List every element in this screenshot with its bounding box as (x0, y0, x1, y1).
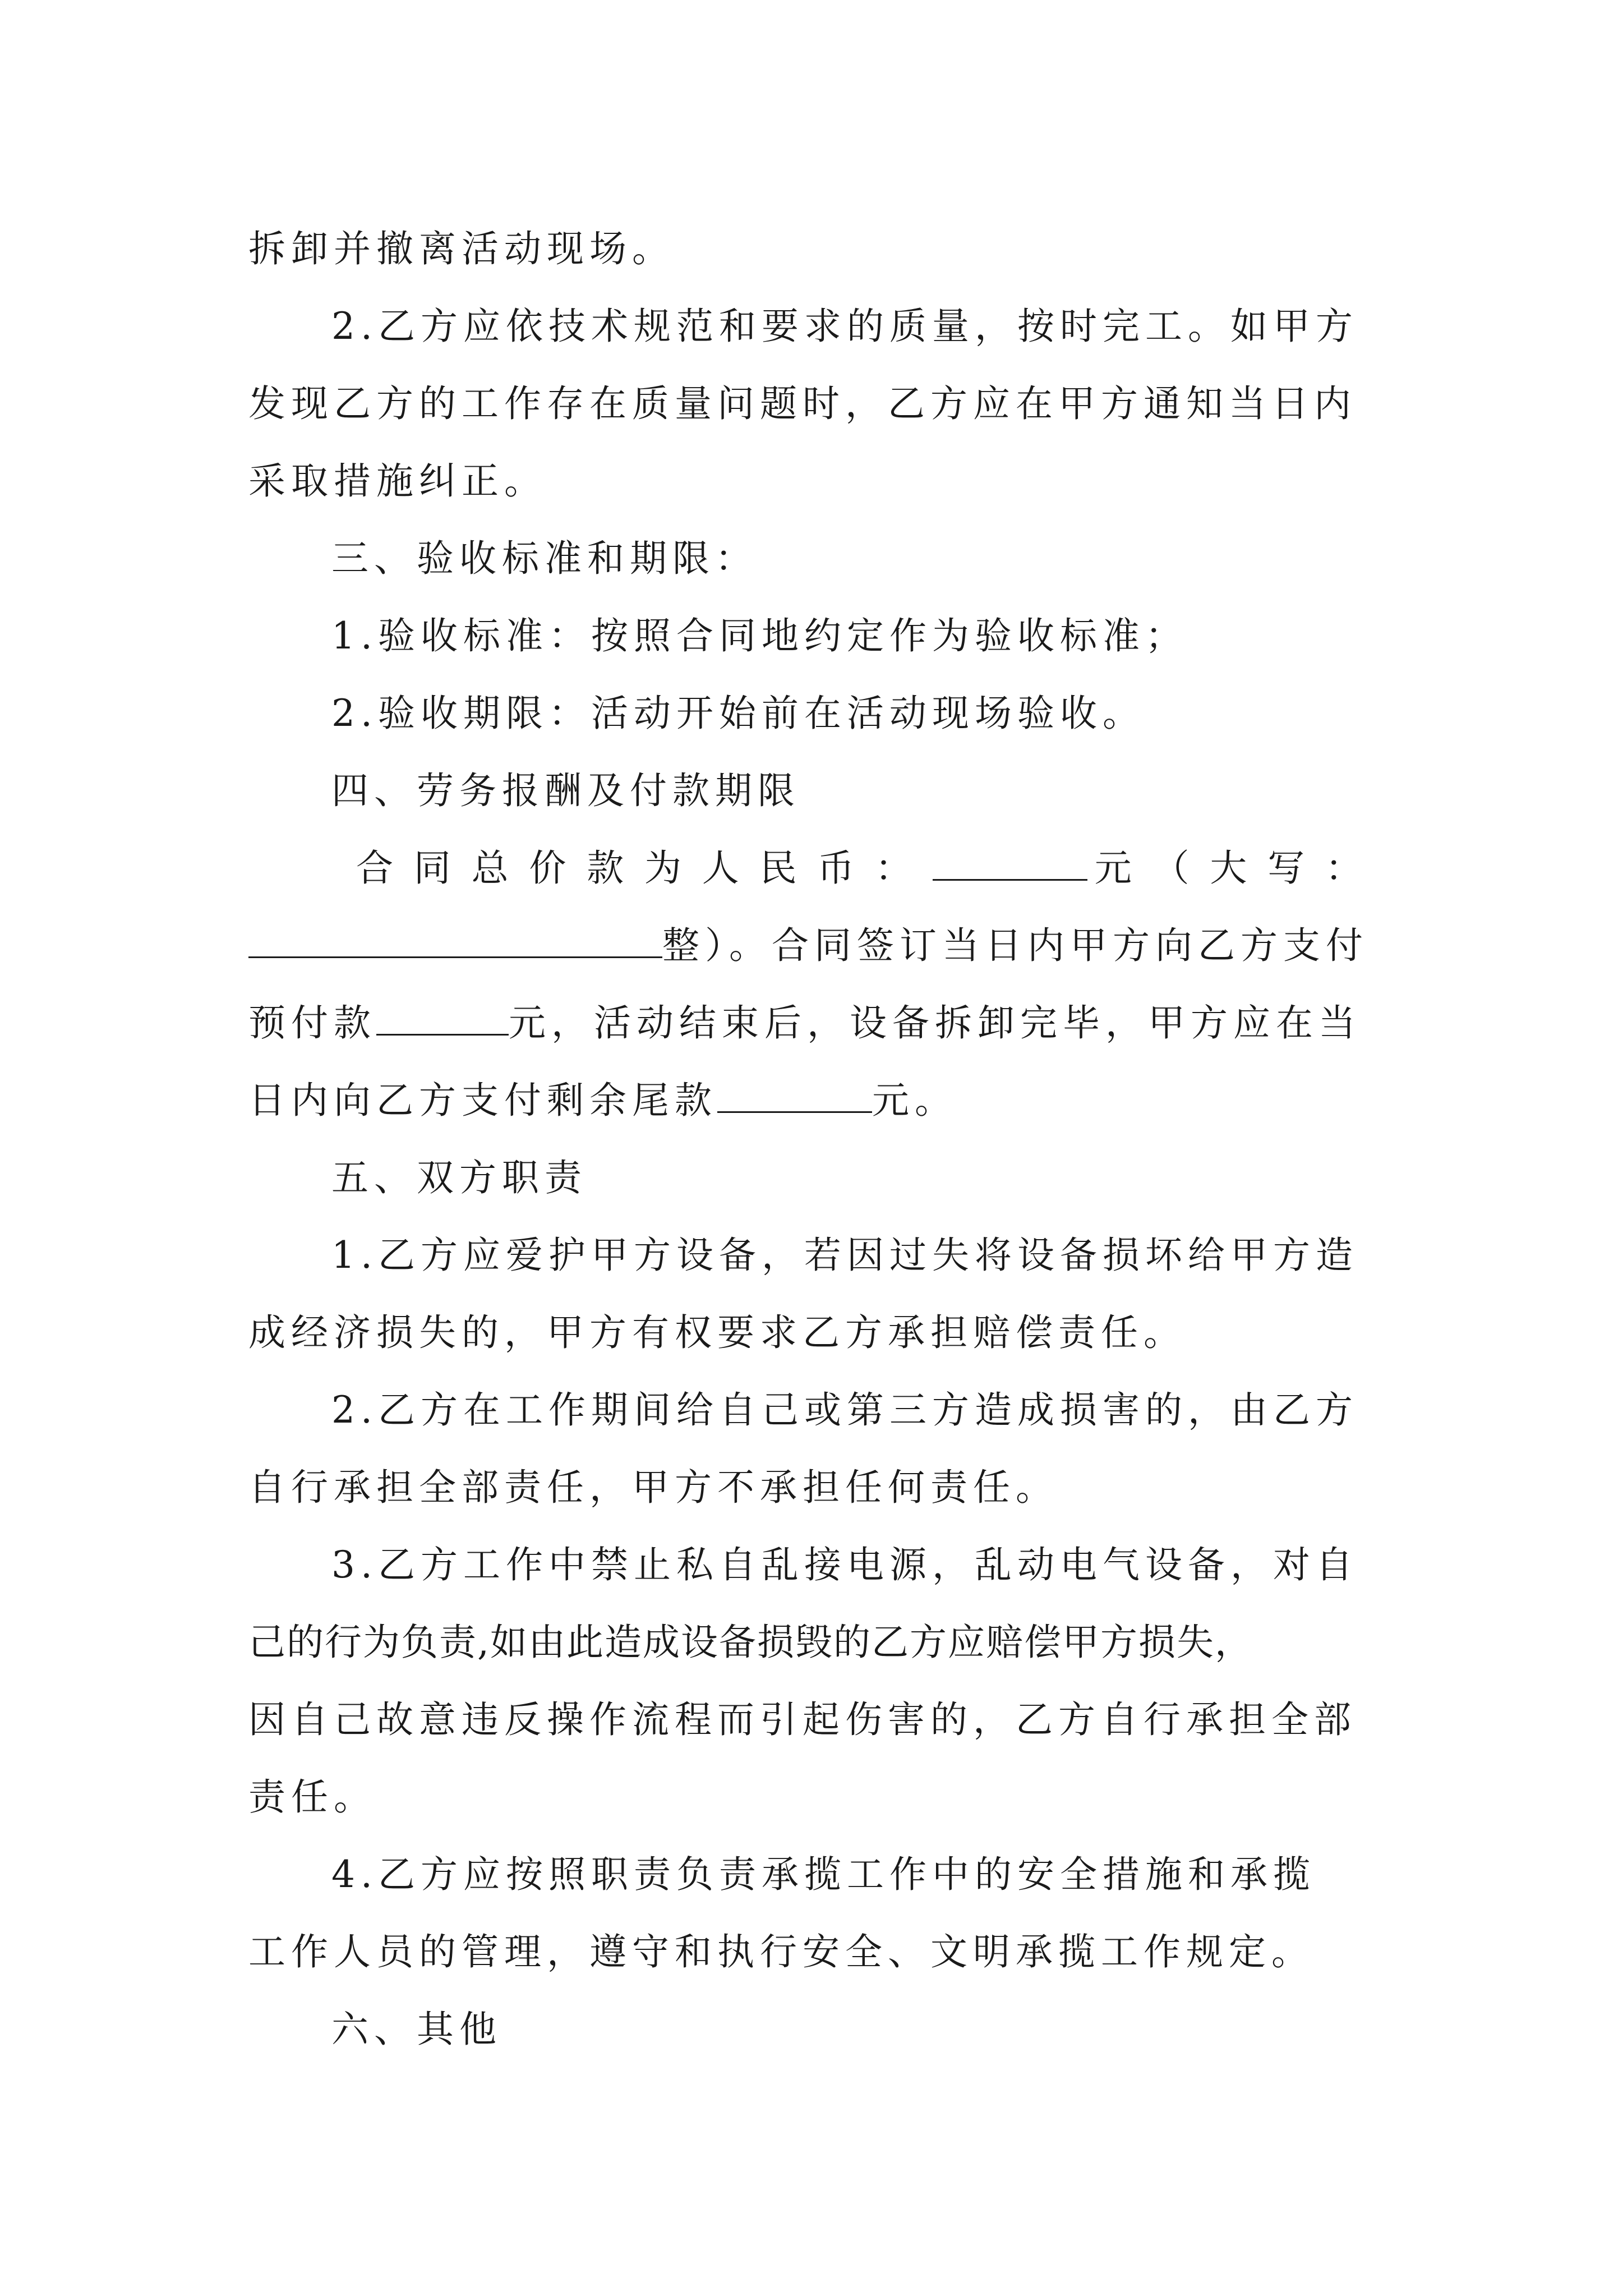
uppercase-amount-blank[interactable] (248, 917, 662, 958)
clause-2-line-2: 发现乙方的工作存在质量问题时，乙方应在甲方通知当日内 (248, 382, 1357, 425)
acceptance-standard: 1.验收标准：按照合同地约定作为验收标准； (331, 614, 1188, 657)
duty-1-line-1: 1.乙方应爱护甲方设备，若因过失将设备损坏给甲方造 (331, 1234, 1358, 1277)
duty-4-line-1: 4.乙方应按照职责负责承揽工作中的安全措施和承揽 (331, 1853, 1316, 1896)
duty-2-line-1: 2.乙方在工作期间给自己或第三方造成损害的，由乙方 (331, 1388, 1358, 1432)
duty-3-line-4: 责任。 (248, 1775, 376, 1819)
duty-2-line-2: 自行承担全部责任，甲方不承担任何责任。 (248, 1466, 1058, 1509)
balance-label: 日内向乙方支付剩余尾款 (248, 1079, 717, 1122)
clause-2-line-1: 2.乙方应依技术规范和要求的质量，按时完工。如甲方 (331, 305, 1358, 348)
section-heading-6: 六、其他 (331, 2008, 502, 2051)
duty-1-line-2: 成经济损失的，甲方有权要求乙方承担赔偿责任。 (248, 1311, 1186, 1354)
prepayment-blank[interactable] (376, 995, 509, 1036)
text-line: 拆卸并撤离活动现场。 (248, 227, 675, 270)
payment-total-label: 合同总价款为人民币： (356, 846, 933, 890)
payment-line-4-text: 元。 (872, 1079, 957, 1122)
total-amount-blank[interactable] (933, 840, 1087, 881)
section-heading-5: 五、双方职责 (331, 1156, 587, 1199)
payment-line-3 (248, 984, 1376, 1062)
payment-line-2 (248, 907, 1376, 984)
contract-text (248, 210, 1376, 2068)
prepayment-label: 预付款 (248, 1001, 376, 1045)
payment-line-3-text: 元，活动结束后，设备拆卸完毕，甲方应在当 (509, 1001, 1361, 1045)
payment-line-2-text: 整）。合同签订当日内甲方向乙方支付 (662, 924, 1368, 967)
payment-uppercase-label: 元（大写： (1087, 846, 1376, 890)
clause-2-line-3: 采取措施纠正。 (248, 459, 547, 503)
balance-blank[interactable] (717, 1072, 872, 1113)
payment-line-1 (248, 830, 1376, 907)
acceptance-period: 2.验收期限：活动开始前在活动现场验收。 (331, 692, 1145, 735)
duty-4-line-2: 工作人员的管理，遵守和执行安全、文明承揽工作规定。 (248, 1930, 1314, 1973)
section-heading-3: 三、验收标准和期限： (331, 537, 758, 580)
duty-3-line-2: 己的行为负责,如由此造成设备损毁的乙方应赔偿甲方损失， (248, 1621, 1253, 1664)
duty-3-line-3: 因自己故意违反操作流程而引起伤害的，乙方自行承担全部 (248, 1698, 1357, 1741)
duty-3-line-1: 3.乙方工作中禁止私自乱接电源，乱动电气设备，对自 (331, 1543, 1358, 1586)
payment-line-4 (248, 1062, 1376, 1139)
section-heading-4: 四、劳务报酬及付款期限 (331, 769, 800, 812)
